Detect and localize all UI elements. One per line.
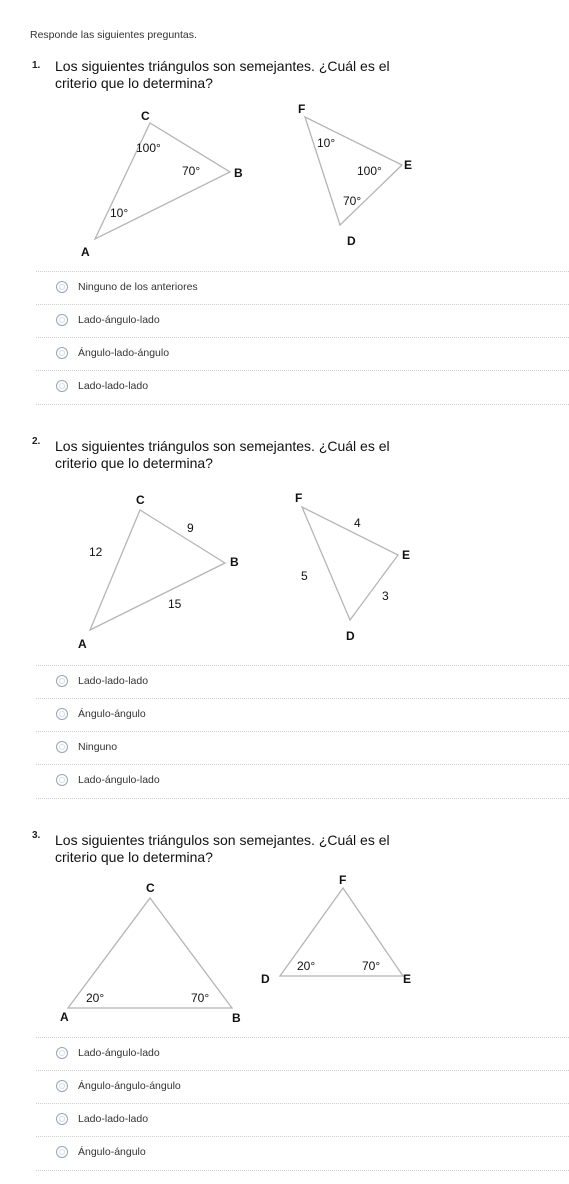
option-label: Ángulo-ángulo-ángulo xyxy=(78,1080,181,1092)
vertex-label: A xyxy=(81,245,90,259)
answer-option[interactable] xyxy=(36,731,569,765)
answer-option[interactable] xyxy=(36,304,569,338)
radio-button[interactable] xyxy=(56,1113,68,1125)
vertex-label: C xyxy=(136,493,145,507)
triangle-abc xyxy=(95,123,230,239)
side-label: 4 xyxy=(354,516,361,530)
vertex-label: C xyxy=(146,881,155,895)
radio-button[interactable] xyxy=(56,708,68,720)
option-label: Lado-lado-lado xyxy=(78,380,149,392)
question-number: 3. xyxy=(32,830,41,841)
answer-option[interactable] xyxy=(36,1103,569,1137)
question-text: Los siguientes triángulos son semejantes. ¿Cuál es el criterio que lo determina? xyxy=(55,438,390,471)
vertex-label: E xyxy=(403,972,412,986)
side-label: 3 xyxy=(382,589,389,603)
triangle-def xyxy=(302,507,398,620)
option-label: Lado-ángulo-lado xyxy=(78,1047,160,1059)
answer-option[interactable] xyxy=(36,370,569,405)
angle-label: 20° xyxy=(297,959,316,973)
radio-button[interactable] xyxy=(56,380,68,392)
radio-button[interactable] xyxy=(56,1080,68,1092)
angle-label: 70° xyxy=(182,164,201,178)
angle-label: 100° xyxy=(357,164,382,178)
angle-label: 70° xyxy=(191,991,210,1005)
vertex-label: B xyxy=(232,1011,241,1025)
answer-option[interactable] xyxy=(36,764,569,799)
vertex-label: A xyxy=(78,637,87,651)
answer-option[interactable] xyxy=(36,1070,569,1104)
answer-option[interactable] xyxy=(36,698,569,732)
answer-option[interactable] xyxy=(36,1037,569,1071)
radio-button[interactable] xyxy=(56,314,68,326)
vertex-label: E xyxy=(402,548,411,562)
angle-label: 70° xyxy=(343,194,362,208)
angle-label: 20° xyxy=(86,991,105,1005)
vertex-label: F xyxy=(339,873,347,887)
option-label: Lado-lado-lado xyxy=(78,1113,149,1125)
answer-option[interactable] xyxy=(36,665,569,699)
radio-button[interactable] xyxy=(56,347,68,359)
vertex-label: C xyxy=(141,109,150,123)
vertex-label: B xyxy=(230,555,239,569)
answer-option[interactable] xyxy=(36,1136,569,1171)
option-label: Ninguno xyxy=(78,741,118,753)
vertex-label: E xyxy=(404,158,413,172)
option-label: Lado-lado-lado xyxy=(78,675,149,687)
question-text: Los siguientes triángulos son semejantes. ¿Cuál es el criterio que lo determina? xyxy=(55,832,390,865)
side-label: 15 xyxy=(168,597,182,611)
option-label: Lado-ángulo-lado xyxy=(78,314,160,326)
radio-button[interactable] xyxy=(56,1146,68,1158)
answer-option[interactable] xyxy=(36,271,569,305)
radio-button[interactable] xyxy=(56,675,68,687)
option-label: Ángulo-lado-ángulo xyxy=(78,347,170,359)
vertex-label: F xyxy=(298,102,306,116)
angle-label: 10° xyxy=(110,206,129,220)
triangle-abc xyxy=(90,510,225,630)
option-label: Lado-ángulo-lado xyxy=(78,774,160,786)
vertex-label: D xyxy=(346,629,355,643)
vertex-label: D xyxy=(347,234,356,248)
radio-button[interactable] xyxy=(56,774,68,786)
radio-button[interactable] xyxy=(56,741,68,753)
vertex-label: B xyxy=(234,166,243,180)
radio-button[interactable] xyxy=(56,1047,68,1059)
question-figure xyxy=(0,95,569,270)
radio-button[interactable] xyxy=(56,281,68,293)
vertex-label: D xyxy=(261,972,270,986)
question-number: 1. xyxy=(32,60,41,71)
side-label: 5 xyxy=(301,569,308,583)
answer-option[interactable] xyxy=(36,337,569,371)
side-label: 9 xyxy=(187,521,194,535)
angle-label: 70° xyxy=(362,959,381,973)
question-figure xyxy=(0,870,569,1030)
angle-label: 100° xyxy=(136,141,161,155)
angle-label: 10° xyxy=(317,136,336,150)
side-label: 12 xyxy=(89,545,103,559)
option-label: Ángulo-ángulo xyxy=(78,1146,146,1158)
triangle-def xyxy=(305,117,402,225)
question-text: Los siguientes triángulos son semejantes. ¿Cuál es el criterio que lo determina? xyxy=(55,58,390,91)
option-label: Ángulo-ángulo xyxy=(78,708,146,720)
vertex-label: A xyxy=(60,1010,69,1024)
option-label: Ninguno de los anteriores xyxy=(78,281,198,293)
vertex-label: F xyxy=(295,491,303,505)
question-figure xyxy=(0,480,569,660)
question-number: 2. xyxy=(32,436,41,447)
instructions: Responde las siguientes preguntas. xyxy=(30,29,197,41)
